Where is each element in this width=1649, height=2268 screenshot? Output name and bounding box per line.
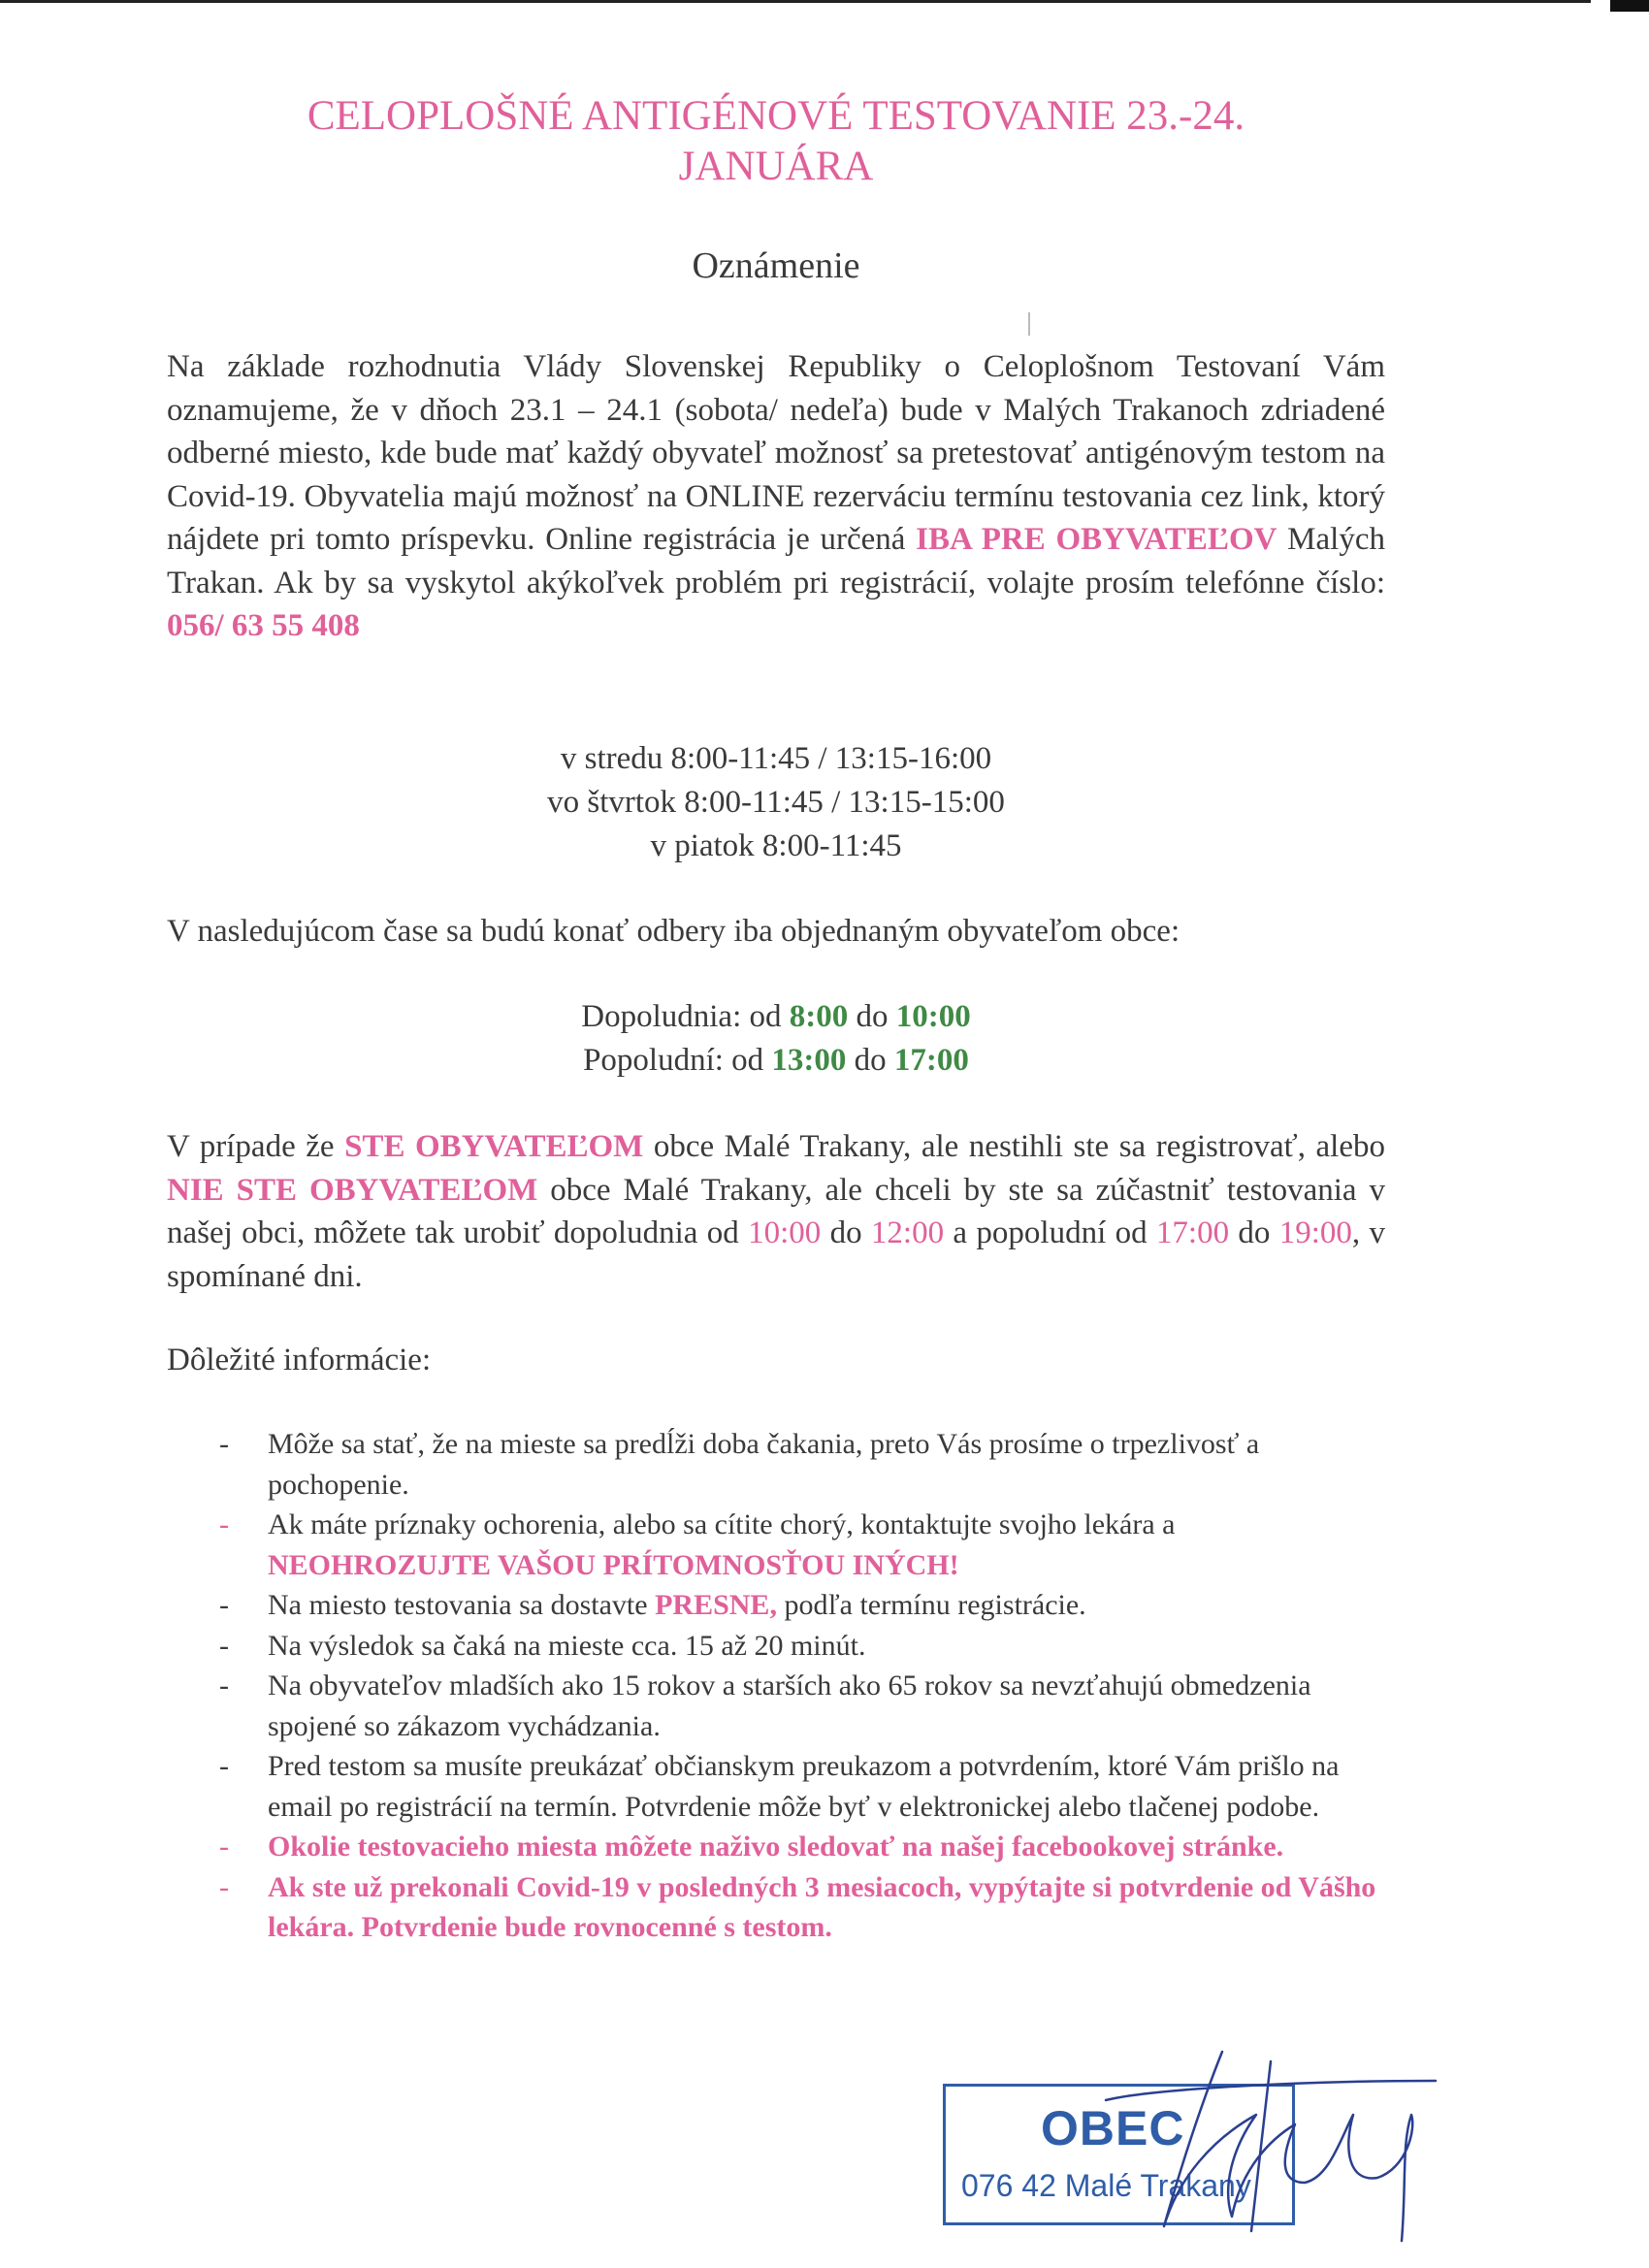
others-text-2: obce Malé Trakany, ale nestihli ste sa registrovať, alebo [643,1129,1385,1164]
list-item [213,1626,1397,1667]
others-time-1: 10:00 [748,1215,822,1250]
residents-only-line: V nasledujúcom čase sa budú konať odbery iba objednaným obyvateľom obce: [167,914,1180,949]
bullet-dash: - [219,1508,229,1540]
list-item-text: Na miesto testovania sa dostavte [268,1589,656,1621]
intro-highlight: IBA PRE OBYVATEĽOV [916,522,1277,557]
document-subtitle: Oznámenie [692,245,860,286]
others-text-5: a popoludní od [944,1215,1156,1250]
scan-artifact-mark [1028,312,1030,336]
list-item-text: Na výsledok sa čaká na mieste cca. 15 až 20 minút. [268,1629,866,1662]
morning-from: 8:00 [789,999,849,1034]
list-item-text: Môže sa stať, že na mieste sa predĺži doba čakania, preto Vás prosíme o trpezlivosť a pochopenie. [268,1428,1260,1501]
morning-label: Dopoludnia: od [581,999,790,1034]
others-text-1: V prípade že [167,1129,345,1164]
others-time-3: 17:00 [1155,1215,1230,1250]
morning-to-word: do [848,999,896,1034]
title-line-2: JANUÁRA [678,144,874,189]
stamp-title: OBEC [1041,2101,1185,2155]
list-item [213,1424,1397,1505]
office-hours [194,737,1358,868]
afternoon-to-word: do [846,1043,894,1078]
list-item [213,1867,1397,1948]
others-text-4: do [821,1215,871,1250]
bullet-dash: - [219,1428,229,1460]
list-item [213,1505,1397,1585]
afternoon-from: 13:00 [771,1043,847,1078]
list-item-text: Okolie testovacieho miesta môžete naživo sledovať na našej facebookovej stránke. [268,1831,1284,1863]
bullet-dash: - [219,1831,229,1863]
list-item [213,1585,1397,1626]
others-time-2: 12:00 [870,1215,945,1250]
bullet-dash: - [219,1589,229,1621]
others-highlight-nonresident: NIE STE OBYVATEĽOM [167,1172,538,1208]
hours-friday: v piatok 8:00-11:45 [650,828,902,863]
info-list [213,1424,1397,1948]
intro-text-1: Na základe rozhodnutia Vlády Slovenskej Republiky o Celoplošnom Testovaní Vám oznamujeme, že v dňoch 23.1 – 24.1 (sobota/ nedeľa) bude v Malých Trakanoch zdriadené odberné miesto, kde bude mať každý obyvateľ možnosť sa pretestovať antigénovým testom na Covid-19. Obyvatelia majú možnosť na ONLINE rezerváciu termínu testovania cez link, ktorý nájdete pri tomto príspevku. Online registrácia je určená [167,349,1385,557]
list-item [213,1827,1397,1867]
afternoon-label: Popoludní: od [583,1043,772,1078]
others-text-3: obce Malé Trakany, ale chceli by ste sa zúčastniť testovania v našej obci, môžete tak urobiť dopoludnia od [167,1172,1385,1250]
scan-corner-mark [1610,0,1649,12]
phone-number: 056/ 63 55 408 [167,608,360,643]
handwritten-signature [1086,2023,1445,2255]
list-item-text: Ak máte príznaky ochorenia, alebo sa cítite chorý, kontaktujte svojho lekára a [268,1508,1176,1540]
morning-to: 10:00 [895,999,971,1034]
non-registered-paragraph [167,1125,1385,1298]
others-text-7: , v spomínané dni. [167,1215,1386,1294]
list-item-text: Ak ste už prekonali Covid-19 v posledných 3 mesiacoch, vypýtajte si potvrdenie od Vášho lekára. Potvrdenie bude rovnocenné s testom. [268,1870,1376,1943]
top-border-line [0,0,1591,3]
info-heading: Dôležité informácie: [167,1343,432,1377]
bullet-dash: - [219,1870,229,1903]
others-time-4: 19:00 [1278,1215,1352,1250]
document-title [194,91,1358,192]
bullet-dash: - [219,1629,229,1662]
bullet-dash: - [219,1750,229,1782]
hours-thursday: vo štvrtok 8:00-11:45 / 13:15-15:00 [547,785,1005,820]
others-text-6: do [1229,1215,1279,1250]
list-item-text: Na obyvateľov mladších ako 15 rokov a starších ako 65 rokov sa nevzťahujú obmedzenia spojené so zákazom vychádzania. [268,1669,1311,1742]
schedule-morning [194,995,1358,1039]
others-highlight-resident: STE OBYVATEĽOM [344,1129,644,1164]
testing-schedule [194,995,1358,1083]
bullet-dash: - [219,1669,229,1701]
list-item [213,1666,1397,1746]
intro-text-2: Malých Trakan. Ak by sa vyskytol akýkoľvek problém pri registrácií, volajte prosím telefónne číslo: [167,522,1385,600]
stamp-address: 076 42 Malé Trakany [961,2168,1251,2203]
afternoon-to: 17:00 [893,1043,969,1078]
list-item-text-rest: podľa termínu registrácie. [776,1589,1086,1621]
list-item [213,1746,1397,1827]
list-item-text: Pred testom sa musíte preukázať občianskym preukazom a potvrdením, ktoré Vám prišlo na email po registrácií na termín. Potvrdenie môže byť v elektronickej alebo tlačenej podobe. [268,1750,1340,1823]
title-line-1: CELOPLOŠNÉ ANTIGÉNOVÉ TESTOVANIE 23.-24. [307,93,1245,139]
schedule-afternoon [194,1039,1358,1083]
hours-wednesday: v stredu 8:00-11:45 / 13:15-16:00 [560,741,992,776]
intro-paragraph [167,345,1385,648]
list-item-highlight: NEOHROZUJTE VAŠOU PRÍTOMNOSŤOU INÝCH! [268,1548,959,1581]
list-item-highlight: PRESNE, [655,1589,777,1621]
